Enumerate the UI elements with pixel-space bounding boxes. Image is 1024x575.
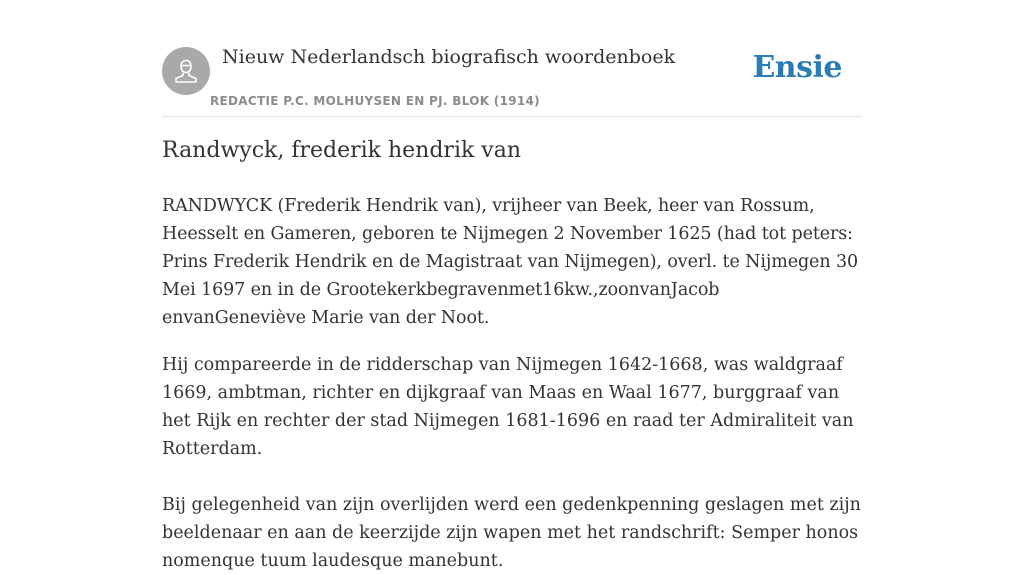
paragraph-1: RANDWYCK (Frederik Hendrik van), vrijheer van Beek, heer van Rossum, Heesselt en Gameren, geboren te Nijmegen 2 November 1625 (had tot peters: Prins Frederik Hendrik en de Magistraat van Nijmegen), overl. te Nijmegen 30 Mei 1697 en in de Grootekerkbegravenmet16kw.,zoonvanJacob envanGeneviève Marie van der Noot. xyxy=(162,196,859,328)
paragraph-2: Hij compareerde in de ridderschap van Nijmegen 1642-1668, was waldgraaf 1669, ambtman, richter en dijkgraaf van Maas en Waal 1677, burggraaf van het Rijk en rechter der stad Nijmegen 1681-1696 en raad ter Admiraliteit van Rotterdam. xyxy=(162,355,854,459)
source-header xyxy=(162,40,862,117)
user-icon xyxy=(172,57,200,85)
paragraph-3: Bij gelegenheid van zijn overlijden werd een gedenkpenning geslagen met zijn beeldenaar en aan de keerzijde zijn wapen met het randschrift: Semper honos nomenque tuum laudesque manebunt. xyxy=(162,495,861,571)
entry-title: Randwyck, frederik hendrik van xyxy=(162,138,522,163)
avatar[interactable] xyxy=(162,47,210,95)
entry-body xyxy=(162,192,862,575)
source-title[interactable]: Nieuw Nederlandsch biografisch woordenboek xyxy=(222,46,676,68)
ensie-logo-link[interactable]: Ensie xyxy=(752,50,842,85)
source-editors: REDACTIE P.C. MOLHUYSEN EN PJ. BLOK (1914) xyxy=(210,94,540,108)
